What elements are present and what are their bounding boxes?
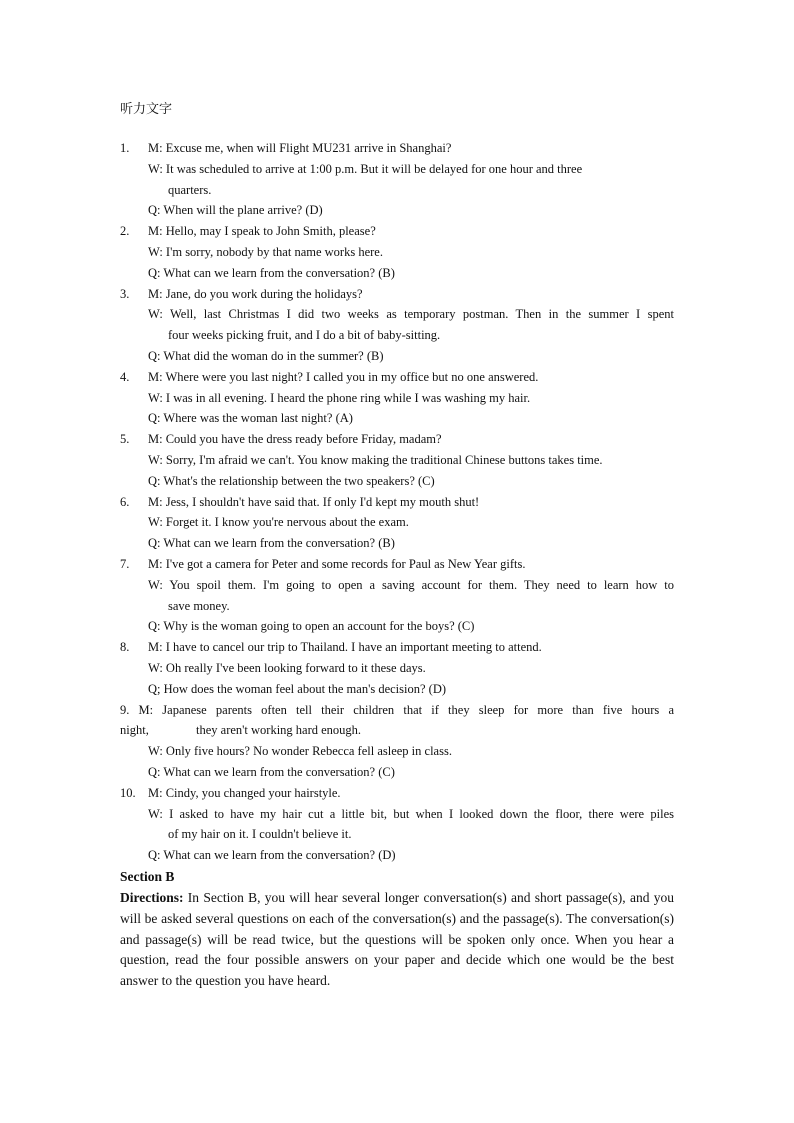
q1-woman-line-cont: quarters. [168, 183, 212, 197]
q9-woman-line: W: Only five hours? No wonder Rebecca fell asleep in class. [148, 744, 452, 758]
section-b-heading: Section B [120, 869, 175, 884]
q3-question: Q: What did the woman do in the summer? (B) [148, 349, 384, 363]
q10-woman-line: W: I asked to have my hair cut a little bit, but when I looked down the floor, there were piles [148, 807, 674, 821]
q5-man-line: M: Could you have the dress ready before Friday, madam? [148, 432, 442, 446]
q6-woman-line: W: Forget it. I know you're nervous about the exam. [148, 515, 409, 529]
q2-woman-line: W: I'm sorry, nobody by that name works here. [148, 245, 383, 259]
q7-woman-line-cont: save money. [168, 599, 230, 613]
q4-question: Q: Where was the woman last night? (A) [148, 411, 353, 425]
q2-number: 2. [120, 224, 130, 238]
q9-man-line-cont-start: night, [120, 723, 149, 737]
directions-label: Directions: [120, 890, 184, 905]
q7-number: 7. [120, 557, 130, 571]
q3-woman-line: W: Well, last Christmas I did two weeks as temporary postman. Then in the summer I spent [148, 307, 674, 321]
q9-man-line-cont: they aren't working hard enough. [196, 723, 362, 737]
q4-man-line: M: Where were you last night? I called you in my office but no one answered. [148, 370, 539, 384]
directions-text: In Section B, you will hear several longer conversation(s) and short passage(s), and you will be asked several questions on each of the conversation(s) and the passage(s). The conversation(s) and passage(s) will be read twice, but the questions will be spoken only once. When you hear a question, read the four possible answers on your paper and decide which one would be the best answer to the question you have heard. [120, 890, 674, 989]
q6-question: Q: What can we learn from the conversation? (B) [148, 536, 395, 550]
q8-woman-line: W: Oh really I've been looking forward to it these days. [148, 661, 426, 675]
q10-man-line: M: Cindy, you changed your hairstyle. [148, 786, 341, 800]
q2-man-line: M: Hello, may I speak to John Smith, please? [148, 224, 376, 238]
q5-question: Q: What's the relationship between the two speakers? (C) [148, 474, 435, 488]
q4-number: 4. [120, 370, 130, 384]
q1-woman-line: W: It was scheduled to arrive at 1:00 p.m. But it will be delayed for one hour and three [148, 162, 583, 176]
q8-question: Q; How does the woman feel about the man's decision? (D) [148, 682, 447, 696]
q1-question: Q: When will the plane arrive? (D) [148, 203, 323, 217]
section-b-directions [120, 888, 674, 992]
q1-man-line: M: Excuse me, when will Flight MU231 arrive in Shanghai? [148, 141, 452, 155]
q7-man-line: M: I've got a camera for Peter and some records for Paul as New Year gifts. [148, 557, 526, 571]
q7-woman-line: W: You spoil them. I'm going to open a saving account for them. They need to learn how to [148, 578, 674, 592]
q1-number: 1. [120, 141, 130, 155]
q6-man-line: M: Jess, I shouldn't have said that. If only I'd kept my mouth shut! [148, 495, 480, 509]
q5-woman-line: W: Sorry, I'm afraid we can't. You know making the traditional Chinese buttons takes time. [148, 453, 603, 467]
q7-question: Q: Why is the woman going to open an account for the boys? (C) [148, 619, 475, 633]
q9-man-line: 9. M: Japanese parents often tell their children that if they sleep for more than five hours a [120, 703, 674, 717]
q10-woman-line-cont: of my hair on it. I couldn't believe it. [168, 827, 352, 841]
page-title: 听力文字 [120, 102, 173, 117]
q2-question: Q: What can we learn from the conversation? (B) [148, 266, 395, 280]
q3-woman-line-cont: four weeks picking fruit, and I do a bit of baby-sitting. [168, 328, 441, 342]
q8-man-line: M: I have to cancel our trip to Thailand. I have an important meeting to attend. [148, 640, 542, 654]
q9-question: Q: What can we learn from the conversation? (C) [148, 765, 395, 779]
q3-number: 3. [120, 287, 130, 301]
q6-number: 6. [120, 495, 130, 509]
q4-woman-line: W: I was in all evening. I heard the phone ring while I was washing my hair. [148, 391, 531, 405]
q5-number: 5. [120, 432, 130, 446]
q3-man-line: M: Jane, do you work during the holidays? [148, 287, 363, 301]
q8-number: 8. [120, 640, 130, 654]
q10-question: Q: What can we learn from the conversation? (D) [148, 848, 396, 862]
q10-number: 10. [120, 786, 136, 800]
